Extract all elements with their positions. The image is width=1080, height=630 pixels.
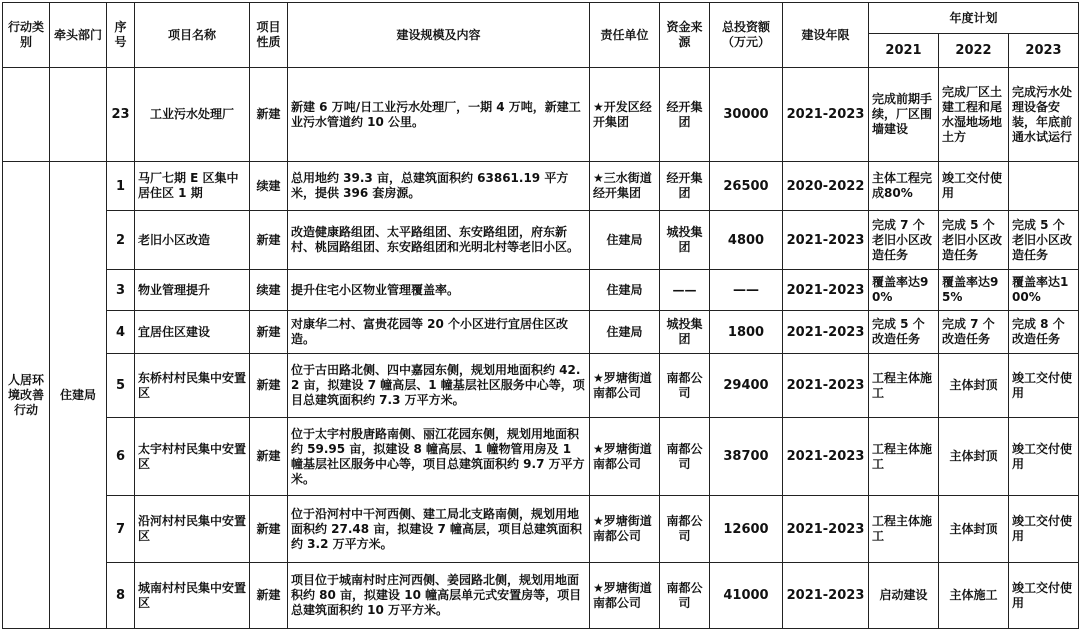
header-years: 建设年限 — [783, 3, 869, 68]
row-plan-2023 — [1009, 162, 1079, 211]
row-unit: ★三水街道经开集团 — [590, 162, 660, 211]
header-unit: 责任单位 — [590, 3, 660, 68]
header-2023: 2023 — [1009, 34, 1079, 68]
row-name: 马厂七期 E 区集中居住区 1 期 — [135, 162, 250, 211]
row-plan-2021: 工程主体施工 — [869, 496, 939, 563]
row-fund: —— — [660, 270, 710, 311]
group-category: 人居环境改善行动 — [3, 162, 50, 629]
row-plan-2023: 覆盖率达100% — [1009, 270, 1079, 311]
row-unit: ★开发区经开集团 — [590, 68, 660, 162]
row-invest: 12600 — [710, 496, 783, 563]
row-invest: —— — [710, 270, 783, 311]
table-row — [3, 270, 1079, 311]
row-years: 2021-2023 — [783, 418, 869, 496]
row-plan-2022: 主体封顶 — [939, 496, 1009, 563]
table-row — [3, 211, 1079, 270]
row-no: 5 — [107, 354, 135, 418]
table-row — [3, 418, 1079, 496]
row-content: 位于沿河村中干河西侧、建工局北支路南侧，规划用地面积约 27.48 亩，拟建设 7 幢高层，项目总建筑面积约 3.2 万平方米。 — [288, 496, 590, 563]
row-plan-2023: 竣工交付使用 — [1009, 563, 1079, 629]
table-row — [3, 162, 1079, 211]
row-plan-2022: 主体封顶 — [939, 418, 1009, 496]
row-nature: 新建 — [250, 496, 288, 563]
row-name: 城南村村民集中安置区 — [135, 563, 250, 629]
table-row — [3, 68, 1079, 162]
row-nature: 新建 — [250, 418, 288, 496]
row-years: 2021-2023 — [783, 211, 869, 270]
row-name: 工业污水处理厂 — [135, 68, 250, 162]
row-fund: 南都公司 — [660, 496, 710, 563]
row-no: 7 — [107, 496, 135, 563]
row-no: 2 — [107, 211, 135, 270]
row-years: 2021-2023 — [783, 311, 869, 354]
header-nature: 项目性质 — [250, 3, 288, 68]
row-plan-2022: 完成 5 个老旧小区改造任务 — [939, 211, 1009, 270]
row-unit: ★罗塘街道南都公司 — [590, 496, 660, 563]
row-years: 2021-2023 — [783, 496, 869, 563]
row-plan-2021: 工程主体施工 — [869, 354, 939, 418]
row-plan-2021: 完成前期手续，厂区围墙建设 — [869, 68, 939, 162]
header-2022: 2022 — [939, 34, 1009, 68]
row-unit: 住建局 — [590, 270, 660, 311]
row-plan-2023: 完成污水处理设备安装，年底前通水试运行 — [1009, 68, 1079, 162]
row-no: 3 — [107, 270, 135, 311]
header-dept: 牵头部门 — [50, 3, 107, 68]
row-plan-2022: 竣工交付使用 — [939, 162, 1009, 211]
row-content: 位于太宇村殷唐路南侧、丽江花园东侧，规划用地面积约 59.95 亩，拟建设 8 幢高层、1 幢物管用房及 1 幢基层社区服务中心等，项目总建筑面积约 9.7 万平方米。 — [288, 418, 590, 496]
row-nature: 续建 — [250, 270, 288, 311]
header-content: 建设规模及内容 — [288, 3, 590, 68]
category-cell-empty — [3, 68, 50, 162]
row-years: 2021-2023 — [783, 270, 869, 311]
row-invest: 4800 — [710, 211, 783, 270]
row-years: 2021-2023 — [783, 563, 869, 629]
header-invest: 总投资额（万元） — [710, 3, 783, 68]
row-fund: 南都公司 — [660, 418, 710, 496]
row-plan-2022: 完成厂区土建工程和尾水湿地场地土方 — [939, 68, 1009, 162]
header-category: 行动类别 — [3, 3, 50, 68]
row-nature: 续建 — [250, 162, 288, 211]
row-plan-2021: 主体工程完成80% — [869, 162, 939, 211]
row-plan-2021: 工程主体施工 — [869, 418, 939, 496]
row-unit: ★罗塘街道南都公司 — [590, 418, 660, 496]
row-plan-2021: 完成 7 个老旧小区改造任务 — [869, 211, 939, 270]
row-name: 沿河村村民集中安置区 — [135, 496, 250, 563]
table-row — [3, 496, 1079, 563]
row-unit: ★罗塘街道南都公司 — [590, 563, 660, 629]
row-name: 物业管理提升 — [135, 270, 250, 311]
row-nature: 新建 — [250, 354, 288, 418]
row-nature: 新建 — [250, 563, 288, 629]
row-no: 4 — [107, 311, 135, 354]
row-plan-2023: 竣工交付使用 — [1009, 496, 1079, 563]
table-row — [3, 563, 1079, 629]
row-invest: 38700 — [710, 418, 783, 496]
header-no: 序号 — [107, 3, 135, 68]
header-2021: 2021 — [869, 34, 939, 68]
row-fund: 城投集团 — [660, 211, 710, 270]
row-invest: 41000 — [710, 563, 783, 629]
row-plan-2023: 完成 8 个改造任务 — [1009, 311, 1079, 354]
row-content: 项目位于城南村时庄河西侧、姜园路北侧，规划用地面积约 80 亩，拟建设 10 幢高层单元式安置房等，项目总建筑面积约 10 万平方米。 — [288, 563, 590, 629]
row-fund: 经开集团 — [660, 68, 710, 162]
row-years: 2021-2023 — [783, 68, 869, 162]
row-plan-2021: 启动建设 — [869, 563, 939, 629]
row-plan-2021: 完成 5 个改造任务 — [869, 311, 939, 354]
row-unit: 住建局 — [590, 211, 660, 270]
row-plan-2023: 完成 5 个老旧小区改造任务 — [1009, 211, 1079, 270]
dept-cell-empty — [50, 68, 107, 162]
header-annual: 年度计划 — [869, 3, 1079, 34]
row-content: 改造健康路组团、太平路组团、东安路组团，府东新村、桃园路组团、东安路组团和光明北村等老旧小区。 — [288, 211, 590, 270]
row-name: 老旧小区改造 — [135, 211, 250, 270]
group-dept: 住建局 — [50, 162, 107, 629]
row-fund: 城投集团 — [660, 311, 710, 354]
row-fund: 南都公司 — [660, 354, 710, 418]
row-name: 东桥村村民集中安置区 — [135, 354, 250, 418]
header-row — [3, 3, 1079, 34]
row-plan-2022: 主体施工 — [939, 563, 1009, 629]
table-row — [3, 354, 1079, 418]
row-plan-2022: 覆盖率达95% — [939, 270, 1009, 311]
row-years: 2020-2022 — [783, 162, 869, 211]
row-no: 6 — [107, 418, 135, 496]
row-content: 提升住宅小区物业管理覆盖率。 — [288, 270, 590, 311]
row-years: 2021-2023 — [783, 354, 869, 418]
row-fund: 经开集团 — [660, 162, 710, 211]
row-plan-2022: 完成 7 个改造任务 — [939, 311, 1009, 354]
row-fund: 南都公司 — [660, 563, 710, 629]
row-no: 8 — [107, 563, 135, 629]
row-plan-2023: 竣工交付使用 — [1009, 418, 1079, 496]
row-invest: 26500 — [710, 162, 783, 211]
row-plan-2021: 覆盖率达90% — [869, 270, 939, 311]
row-unit: 住建局 — [590, 311, 660, 354]
row-name: 太宇村村民集中安置区 — [135, 418, 250, 496]
row-invest: 1800 — [710, 311, 783, 354]
row-content: 总用地约 39.3 亩，总建筑面积约 63861.19 平方米，提供 396 套房源。 — [288, 162, 590, 211]
project-plan-table — [2, 2, 1079, 629]
row-nature: 新建 — [250, 211, 288, 270]
row-invest: 30000 — [710, 68, 783, 162]
row-plan-2023: 竣工交付使用 — [1009, 354, 1079, 418]
header-name: 项目名称 — [135, 3, 250, 68]
row-nature: 新建 — [250, 311, 288, 354]
row-name: 宜居住区建设 — [135, 311, 250, 354]
row-invest: 29400 — [710, 354, 783, 418]
row-content: 新建 6 万吨/日工业污水处理厂，一期 4 万吨，新建工业污水管道约 10 公里。 — [288, 68, 590, 162]
row-nature: 新建 — [250, 68, 288, 162]
row-no: 1 — [107, 162, 135, 211]
row-no: 23 — [107, 68, 135, 162]
row-unit: ★罗塘街道南都公司 — [590, 354, 660, 418]
row-content: 对康华二村、富贵花园等 20 个小区进行宜居住区改造。 — [288, 311, 590, 354]
row-plan-2022: 主体封顶 — [939, 354, 1009, 418]
table-row — [3, 311, 1079, 354]
header-fund: 资金来源 — [660, 3, 710, 68]
row-content: 位于古田路北侧、四中嘉园东侧，规划用地面积约 42.2 亩，拟建设 7 幢高层、1 幢基层社区服务中心等，项目总建筑面积约 7.3 万平方米。 — [288, 354, 590, 418]
